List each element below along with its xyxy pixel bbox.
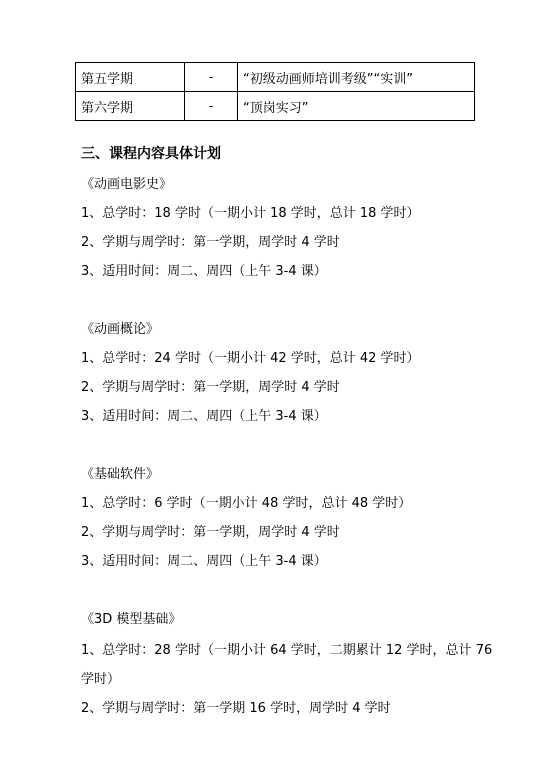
course-semester-hours: 2、学期与周学时：第一学期，周学时 4 学时 bbox=[81, 380, 340, 395]
course-schedule: 3、适用时间：周二、周四（上午 3-4 课） bbox=[81, 409, 327, 424]
course-title: 《3D 模型基础》 bbox=[81, 612, 182, 627]
content-cell: “顶岗实习” bbox=[238, 92, 475, 121]
table-row bbox=[76, 92, 475, 121]
course-total-hours: 1、总学时：28 学时（一期小计 64 学时，二期累计 12 学时，总计 76 bbox=[81, 643, 493, 658]
course-schedule: 3、适用时间：周二、周四（上午 3-4 课） bbox=[81, 264, 327, 279]
course-total-hours-cont: 学时） bbox=[81, 672, 121, 687]
table-row bbox=[76, 63, 475, 92]
course-schedule: 3、适用时间：周二、周四（上午 3-4 课） bbox=[81, 554, 327, 569]
course-semester-hours: 2、学期与周学时：第一学期，周学时 4 学时 bbox=[81, 235, 340, 250]
course-title: 《动画概论》 bbox=[81, 322, 160, 337]
schedule-table bbox=[75, 62, 475, 121]
course-semester-hours: 2、学期与周学时：第一学期 16 学时，周学时 4 学时 bbox=[81, 701, 391, 716]
mark-cell: - bbox=[185, 92, 238, 121]
section-heading: 三、课程内容具体计划 bbox=[81, 146, 221, 162]
content-cell: “初级动画师培训考级”“实训” bbox=[238, 63, 475, 92]
term-cell: 第六学期 bbox=[76, 92, 185, 121]
course-title: 《基础软件》 bbox=[81, 467, 160, 482]
mark-cell: - bbox=[185, 63, 238, 92]
course-title: 《动画电影史》 bbox=[81, 177, 173, 192]
course-total-hours: 1、总学时：24 学时（一期小计 42 学时，总计 42 学时） bbox=[81, 351, 420, 366]
term-cell: 第五学期 bbox=[76, 63, 185, 92]
course-semester-hours: 2、学期与周学时：第一学期，周学时 4 学时 bbox=[81, 525, 340, 540]
course-total-hours: 1、总学时：6 学时（一期小计 48 学时，总计 48 学时） bbox=[81, 496, 412, 511]
course-total-hours: 1、总学时：18 学时（一期小计 18 学时，总计 18 学时） bbox=[81, 206, 420, 221]
